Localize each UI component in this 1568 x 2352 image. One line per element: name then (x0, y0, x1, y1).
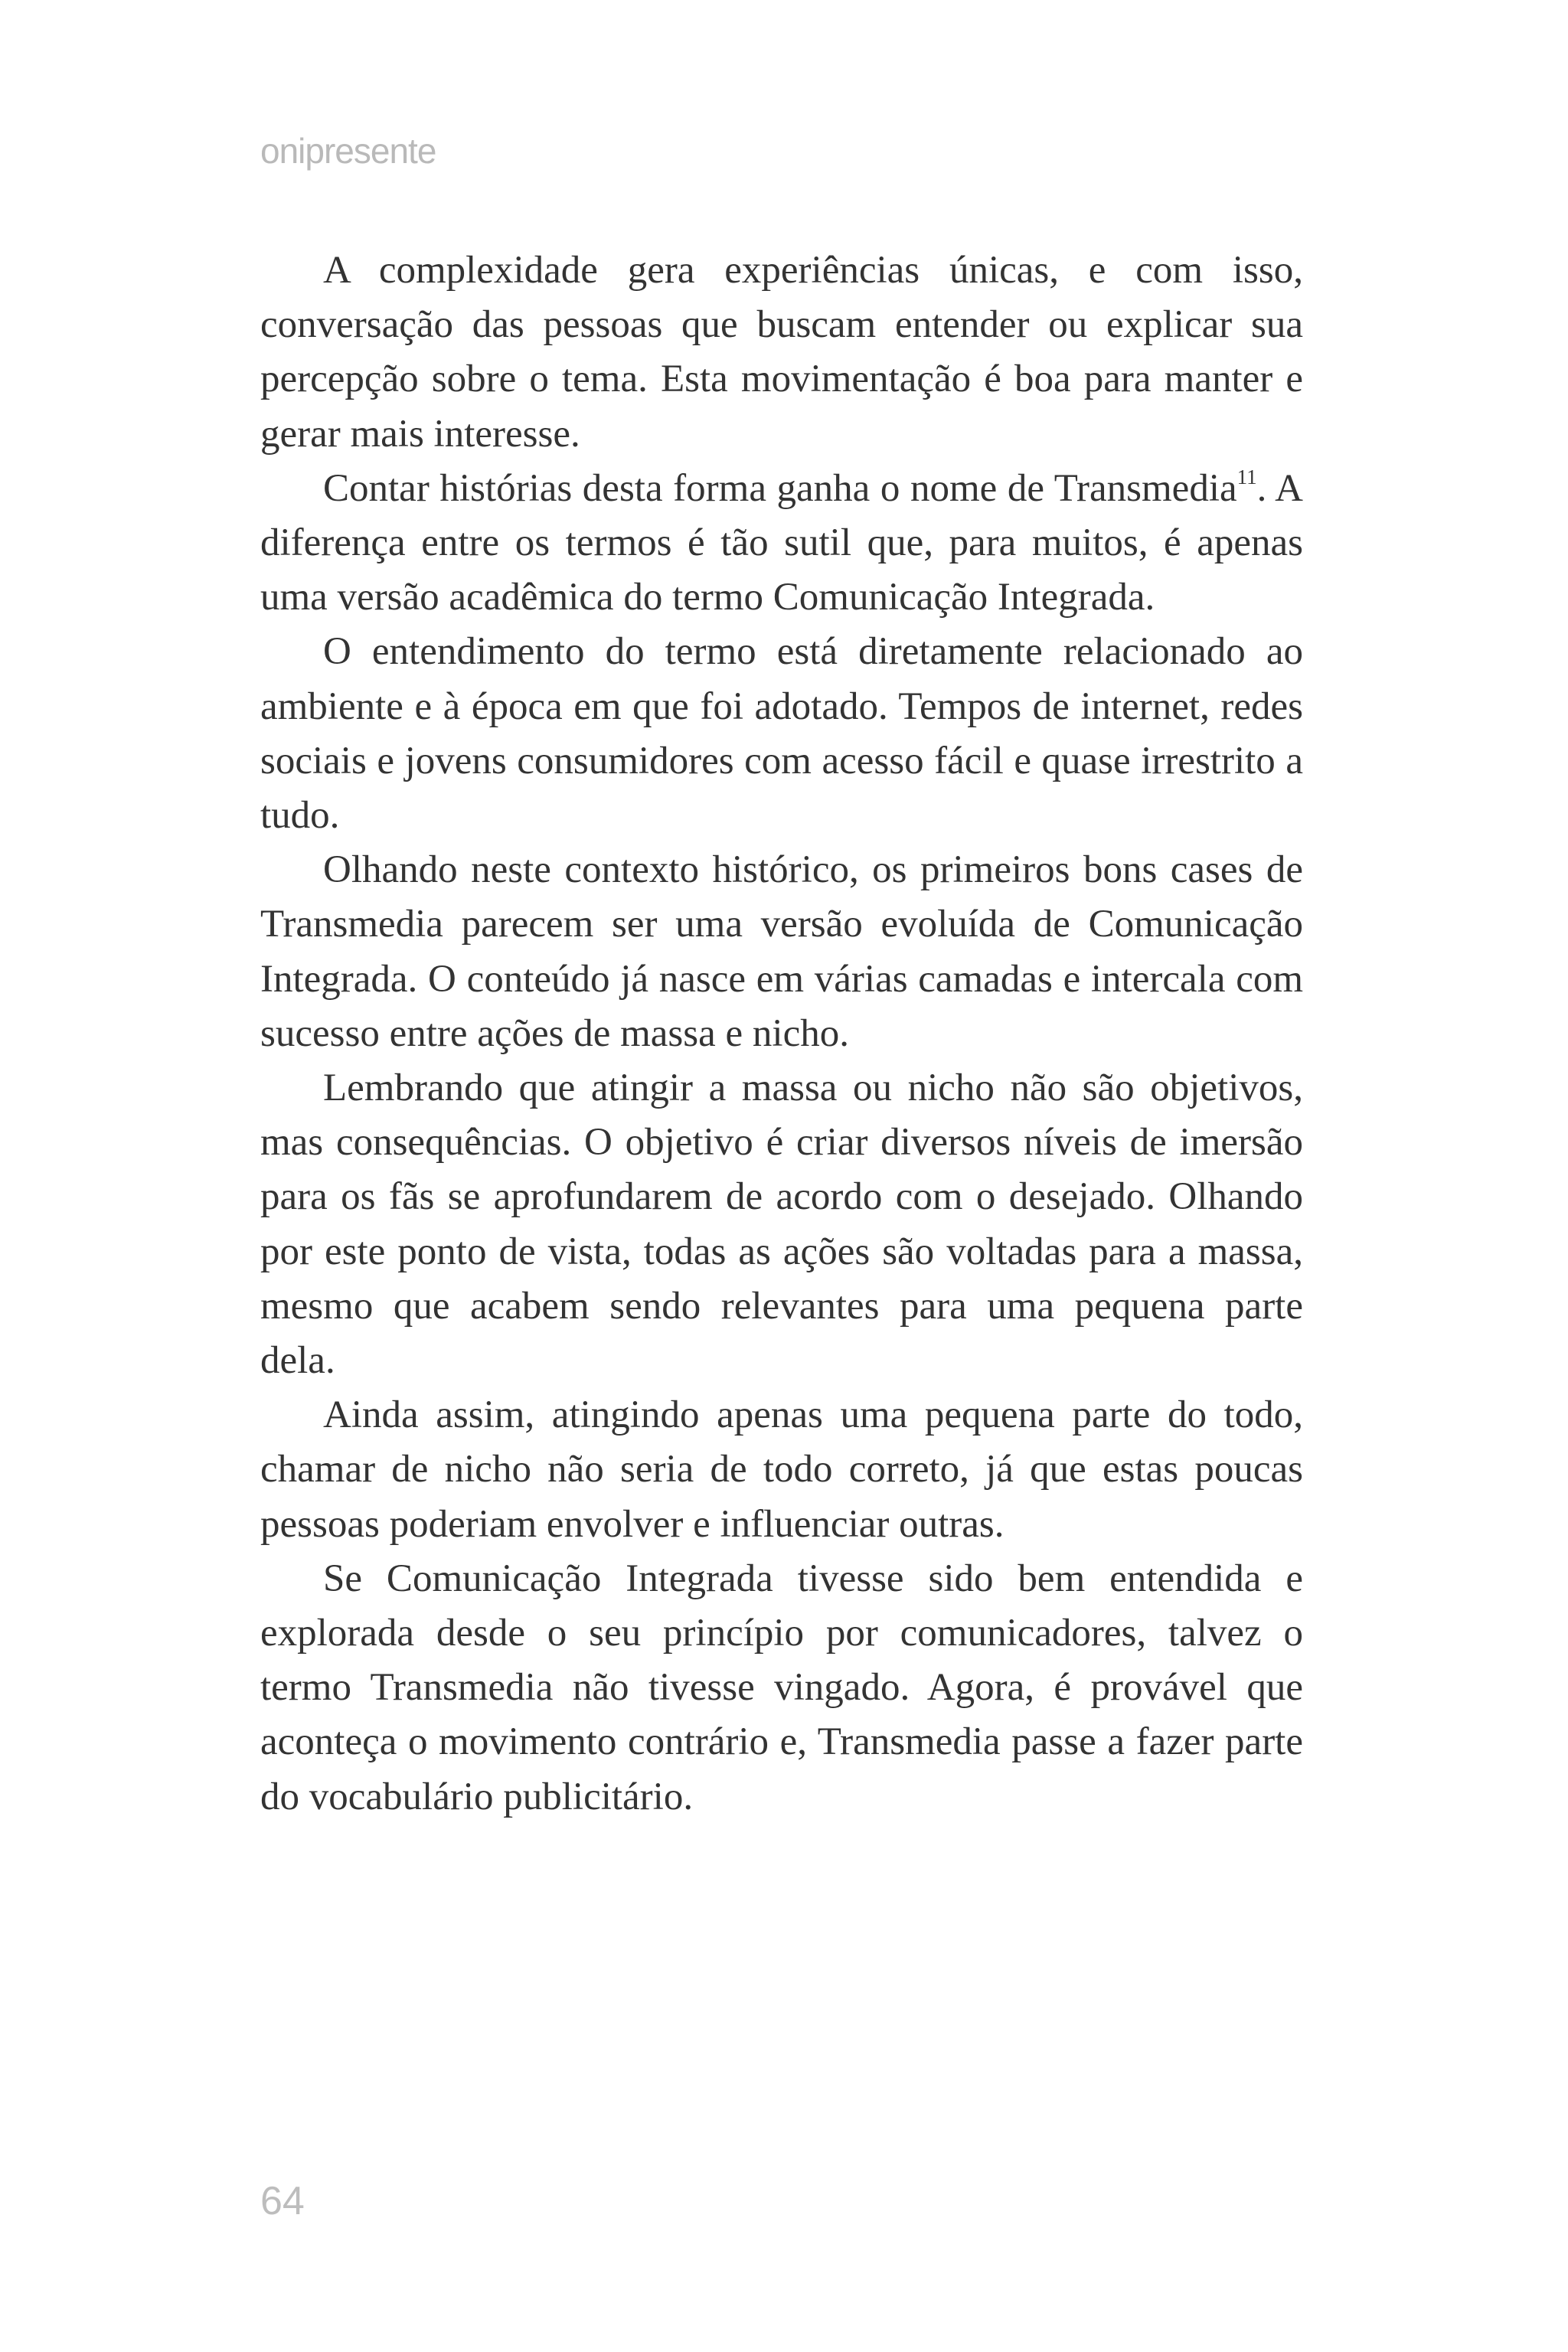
paragraph-2-text-after: . A diferença entre os termos é tão sutil que, para muitos, é apenas uma versão acadêmica do termo Comunicação Integrada. (260, 466, 1303, 619)
paragraph-6: Ainda assim, atingindo apenas uma pequena parte do todo, chamar de nicho não seria de todo correto, já que estas poucas pessoas poderiam envolver e influenciar outras. (260, 1393, 1303, 1546)
running-header: onipresente (260, 131, 436, 171)
paragraph-7: Se Comunicação Integrada tivesse sido bem entendida e explorada desde o seu princípio por comunicadores, talvez o termo Transmedia não tivesse vingado. Agora, é provável que aconteça o movimento contrário e, Transmedia passe a fazer parte do vocabulário publicitário. (260, 1557, 1303, 1818)
paragraph-1: A complexidade gera experiências únicas, e com isso, conversação das pessoas que buscam entender ou explicar sua percepção sobre o tema. Esta movimentação é boa para manter e gerar mais interesse. (260, 249, 1303, 456)
paragraph-2-text-before: Contar histórias desta forma ganha o nome de Transmedia (323, 466, 1237, 510)
footnote-reference[interactable]: 11 (1236, 465, 1257, 488)
paragraph-3: O entendimento do termo está diretamente relacionado ao ambiente e à época em que foi adotado. Tempos de internet, redes sociais e jovens consumidores com acesso fácil e quase irrestrito a tudo. (260, 630, 1303, 838)
body-text (260, 243, 1303, 1824)
paragraph-4: Olhando neste contexto histórico, os primeiros bons cases de Transmedia parecem ser uma versão evoluída de Comunicação Integrada. O conteúdo já nasce em várias camadas e intercala com sucesso entre ações de massa e nicho. (260, 848, 1303, 1055)
paragraph-5: Lembrando que atingir a massa ou nicho não são objetivos, mas consequências. O objetivo é criar diversos níveis de imersão para os fãs se aprofundarem de acordo com o desejado. Olhando por este ponto de vista, todas as ações são voltadas para a massa, mesmo que acabem sendo relevantes para uma pequena parte dela. (260, 1067, 1303, 1383)
paragraph-2 (260, 462, 1303, 626)
page-number: 64 (260, 2179, 305, 2223)
